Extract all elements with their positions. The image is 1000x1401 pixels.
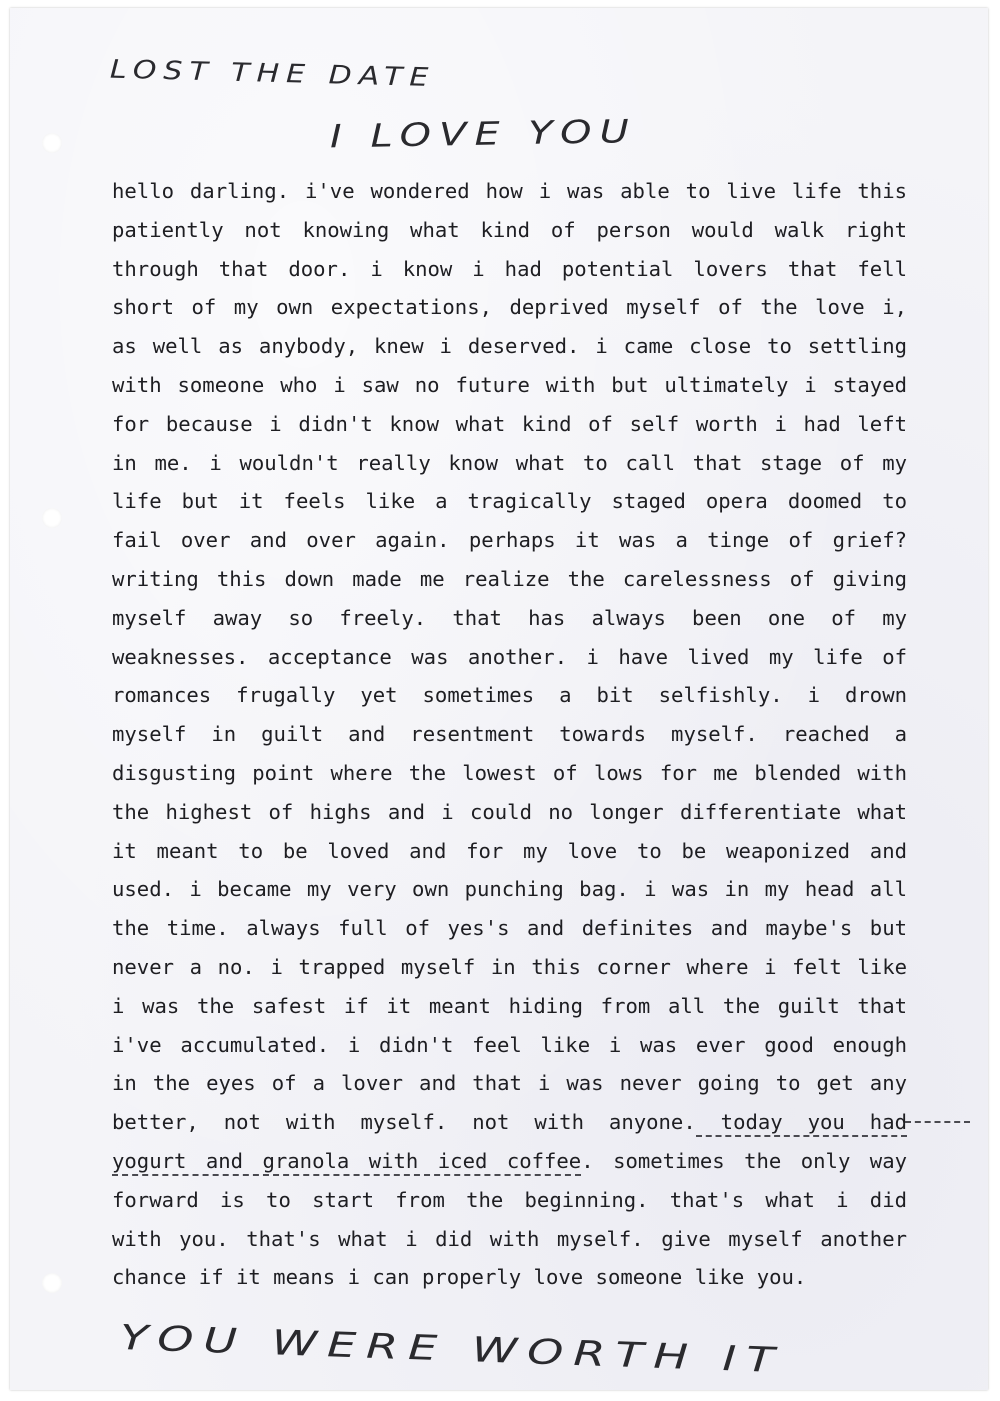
letter-line: disgusting point where the lowest of lows for me blended with <box>112 760 907 785</box>
handwritten-date-note: LOST THE DATE <box>109 54 436 93</box>
letter-line: patiently not knowing what kind of person would walk right <box>112 217 907 242</box>
handwritten-title: I LOVE YOU <box>329 113 638 156</box>
letter-line: it meant to be loved and for my love to be weaponized and <box>112 838 907 863</box>
letter-line: fail over and over again. perhaps it was a tinge of grief? <box>112 528 907 553</box>
letter-text-segment: better, not with myself. not with anyone. <box>112 1110 696 1135</box>
letter-body <box>112 172 907 1297</box>
pen-underline-extension <box>905 1121 970 1123</box>
punch-hole-middle <box>42 508 62 528</box>
letter-line: chance if it means i can properly love someone like you. <box>112 1265 807 1290</box>
letter-line: myself away so freely. that has always been one of my <box>112 605 907 630</box>
letter-line: i was the safest if it meant hiding from all the guilt that <box>112 993 907 1018</box>
letter-line: the time. always full of yes's and definites and maybe's but <box>112 916 907 941</box>
letter-line: with someone who i saw no future with but ultimately i stayed <box>112 372 907 397</box>
letter-line: used. i became my very own punching bag. i was in my head all <box>112 877 907 902</box>
letter-line: weaknesses. acceptance was another. i have lived my life of <box>112 644 907 669</box>
letter-line: never a no. i trapped myself in this corner where i felt like <box>112 954 907 979</box>
letter-line: forward is to start from the beginning. that's what i did <box>112 1187 907 1212</box>
punch-hole-bottom <box>42 1273 62 1293</box>
letter-line: life but it feels like a tragically staged opera doomed to <box>112 489 907 514</box>
letter-line: the highest of highs and i could no longer differentiate what <box>112 799 907 824</box>
letter-line: as well as anybody, knew i deserved. i came close to settling <box>112 334 907 359</box>
letter-line: in me. i wouldn't really know what to call that stage of my <box>112 450 907 475</box>
letter-line: writing this down made me realize the carelessness of giving <box>112 566 907 591</box>
letter-line: in the eyes of a lover and that i was never going to get any <box>112 1071 907 1096</box>
underlined-note: yogurt and granola with iced coffee <box>112 1149 581 1176</box>
punch-hole-top <box>42 133 62 153</box>
letter-line: i've accumulated. i didn't feel like i was ever good enough <box>112 1032 907 1057</box>
letter-text-segment: . sometimes the only way <box>581 1148 907 1173</box>
letter-line: through that door. i know i had potential lovers that fell <box>112 256 907 281</box>
letter-line: for because i didn't know what kind of self worth i had left <box>112 411 907 436</box>
letter-line: myself in guilt and resentment towards myself. reached a <box>112 722 907 747</box>
letter-line: short of my own expectations, deprived myself of the love i, <box>112 295 907 320</box>
letter-line: with you. that's what i did with myself. give myself another <box>112 1226 907 1251</box>
underlined-note: today you had <box>696 1110 907 1137</box>
letter-line: romances frugally yet sometimes a bit selfishly. i drown <box>112 683 907 708</box>
handwritten-signoff: YOU WERE WORTH IT <box>119 1316 785 1381</box>
letter-line: hello darling. i've wondered how i was able to live life this <box>112 179 907 203</box>
letter-line-underline-start <box>112 1103 907 1142</box>
letter-line-underline-end <box>112 1142 907 1181</box>
